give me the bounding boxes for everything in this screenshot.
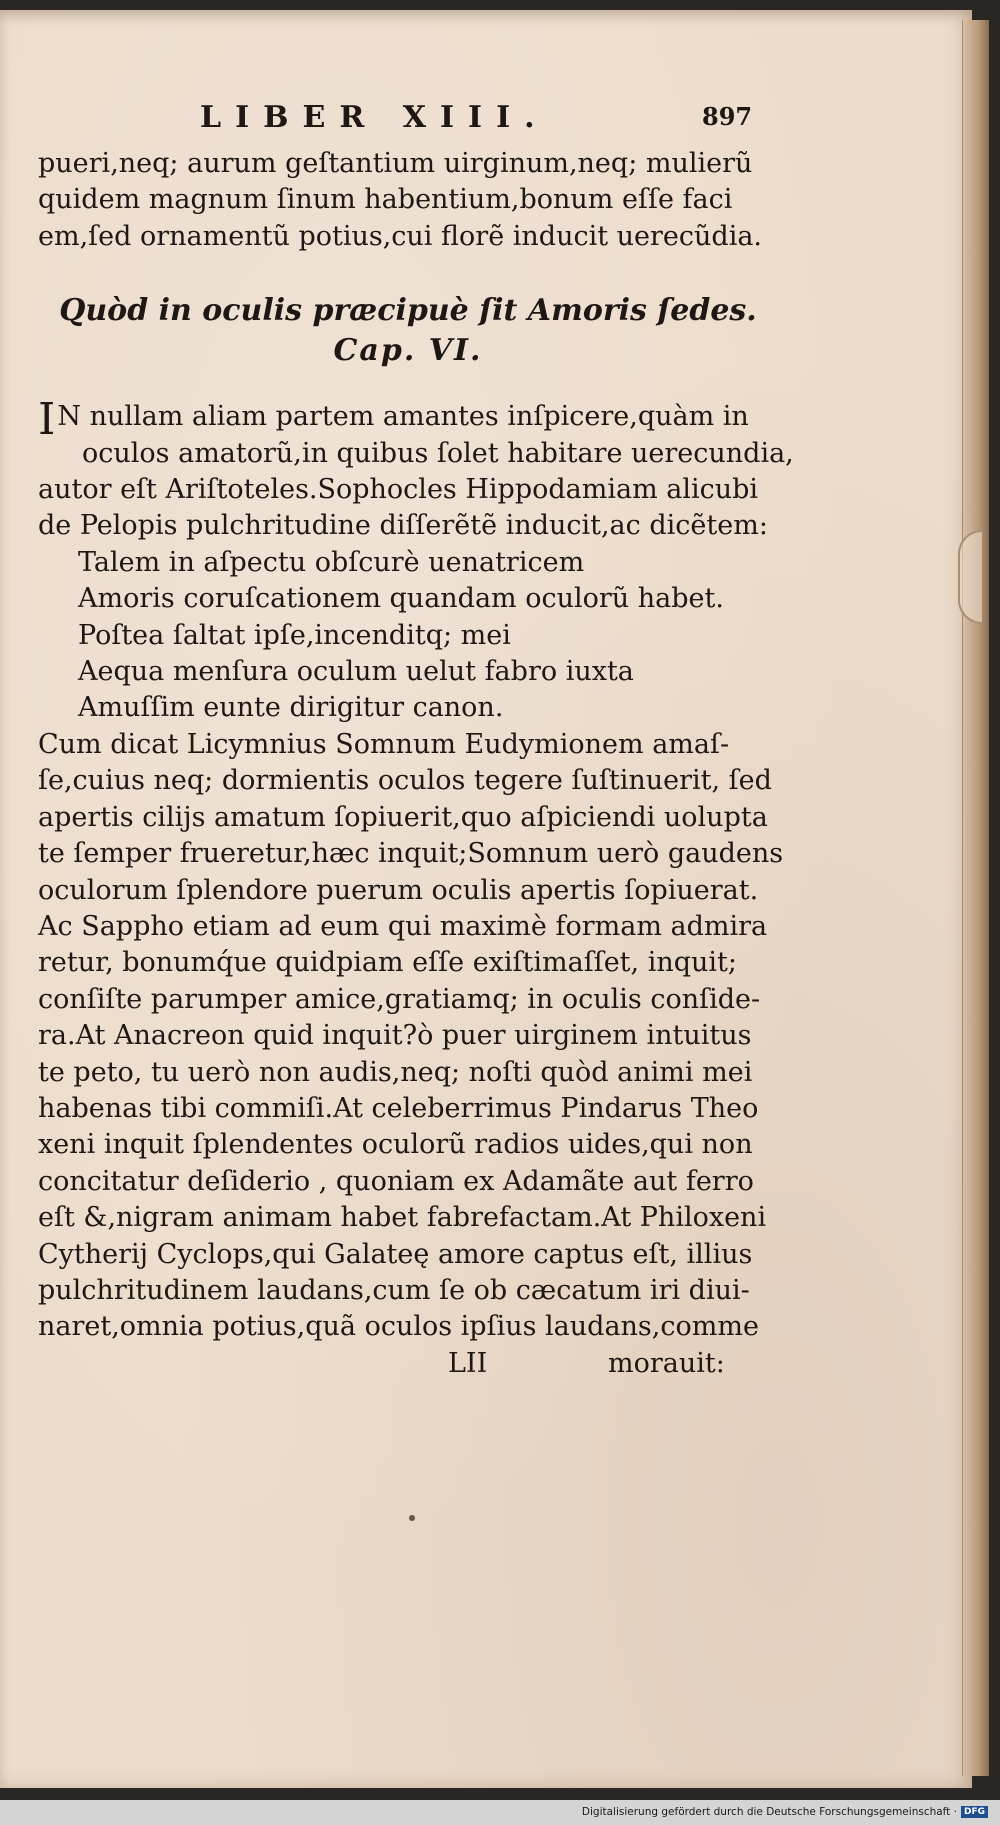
credit-text: Digitalisierung gefördert durch die Deutsche Forschungsgemeinschaft · [581, 1806, 957, 1818]
text-line [38, 394, 778, 446]
paper-page [0, 10, 972, 1788]
text-line: ſe,cuius neq; dormientis oculos tegere ſuſtinuerit, ſed [38, 765, 772, 797]
text-line: conſiſte parumper amice,gratiamq; in oculis conſide- [38, 983, 761, 1015]
text-line: pulchritudinem laudans,cum ſe ob cæcatum iri diui- [38, 1274, 750, 1306]
dfg-logo-icon: DFG [961, 1806, 988, 1818]
text-line: Cum dicat Licymnius Somnum Eudymionem amaſ- [38, 728, 730, 760]
text-line: quidem magnum ſinum habentium,bonum eſſe faci [38, 184, 733, 216]
text-line: retur, bonumq́ue quidpiam eſſe exiſtimaſſet, inquit; [38, 947, 737, 979]
text-line: pueri,neq; aurum geſtantium uirginum,neq; mulierũ [38, 148, 753, 179]
text-line: em,ſed ornamentũ potius,cui florẽ inducit uerecũdia. [38, 220, 763, 252]
funding-credit [582, 1806, 988, 1818]
catchword: morauit: [608, 1347, 725, 1379]
text-line: xeni inquit ſplendentes oculorũ radios uides,qui non [38, 1129, 753, 1161]
text-line: eſt &,nigram animam habet fabrefactam.At Philoxeni [38, 1202, 767, 1234]
verse-quotation [38, 545, 778, 727]
paragraph-two [38, 727, 784, 1346]
continuation-text [38, 146, 778, 255]
text-line: oculos amatorũ,in quibus ſolet habitare uerecundia, [82, 437, 794, 469]
chapter-title: Quòd in oculis præcipuè ſit Amoris ſedes. [59, 293, 757, 329]
page-text [38, 100, 794, 1386]
page-header [38, 100, 778, 146]
page-footer [38, 1346, 778, 1386]
signature-mark: LII [448, 1347, 488, 1379]
text-line: ra.At Anacreon quid inquit?ò puer uirginem intuitus [38, 1020, 752, 1052]
verse-line: Aequa menſura oculum uelut fabro iuxta [78, 656, 634, 688]
text-line: oculorum ſplendore puerum oculis apertis ſopiuerat. [38, 874, 759, 906]
text-line: de Pelopis pulchritudine diſſerẽtẽ inducit,ac dicẽtem: [38, 510, 768, 542]
page-number: 897 [702, 102, 753, 131]
page-edge [962, 20, 989, 1776]
text-line: concitatur deſiderio , quoniam ex Adamãte aut ferro [38, 1165, 754, 1197]
text-line: autor eſt Ariſtoteles.Sophocles Hippodamiam alicubi [38, 474, 759, 506]
verse-line: Poſtea ſaltat ipſe,incenditq; mei [78, 619, 511, 651]
text-line: Ac Sappho etiam ad eum qui maximè formam admira [38, 910, 768, 942]
paragraph-one [38, 394, 794, 545]
ink-spot [409, 1515, 415, 1521]
text-line: te peto, tu uerò non audis,neq; noſti quòd animi mei [38, 1056, 753, 1088]
verse-line: Amoris coruſcationem quandam oculorũ habet. [78, 583, 724, 615]
drop-cap: I [38, 394, 56, 446]
text-line: naret,omnia potius,quã oculos ipſius laudans,comme [38, 1311, 759, 1343]
first-line-text: N nullam aliam partem amantes inſpicere,quàm in [57, 401, 749, 433]
text-line: te ſemper frueretur,hæc inquit;Somnum uerò gaudens [38, 838, 784, 870]
chapter-number: Cap. VI. [333, 333, 483, 369]
text-line: habenas tibi commiſi.At celeberrimus Pindarus Theo [38, 1092, 759, 1124]
text-line: apertis cilijs amatum ſopiuerit,quo aſpiciendi uolupta [38, 801, 768, 833]
running-head: LIBER XIII. [200, 100, 549, 135]
verse-line: Amuſſim eunte dirigitur canon. [78, 692, 504, 724]
text-line: Cytherij Cyclops,qui Galateę amore captus eſt, illius [38, 1238, 753, 1270]
binding-clasp-mark [958, 530, 982, 624]
verse-line: Talem in aſpectu obſcurè uenatricem [78, 546, 585, 578]
